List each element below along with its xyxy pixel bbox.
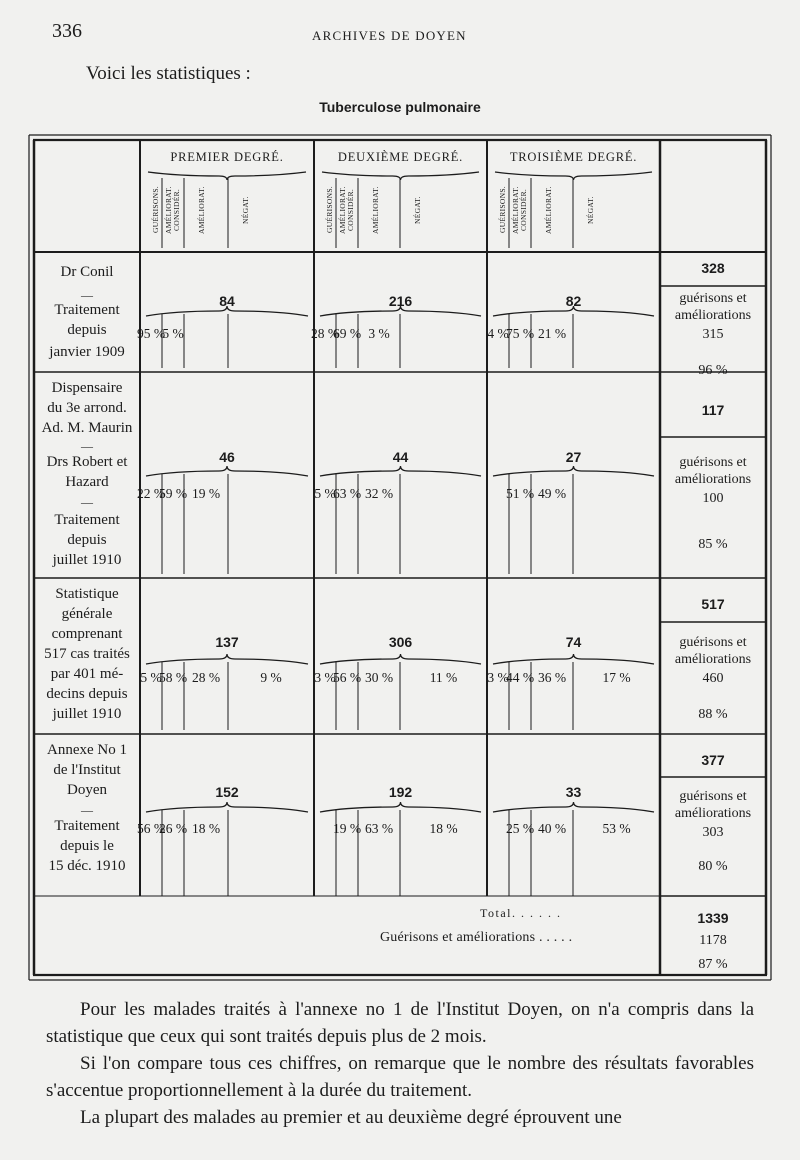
row-label: Dispensaire <box>51 380 123 396</box>
percent-cell: 56 % <box>136 821 166 836</box>
row-label: de l'Institut <box>53 762 121 778</box>
subheader-1: AMÉLIORAT. CONSIDÉR. <box>338 186 355 234</box>
row-label: par 401 mé- <box>50 666 124 682</box>
gueris-label: Guérisons et améliorations . . . . . <box>380 930 573 945</box>
percent-cell: 18 % <box>429 821 458 836</box>
degree-brace <box>146 802 308 812</box>
subheader-1: AMÉLIORAT. CONSIDÉR. <box>511 186 528 234</box>
degree-total: 44 <box>392 449 409 465</box>
row-label: du 3e arrond. <box>47 400 127 416</box>
percent-cell: 3 % <box>314 670 336 685</box>
degree-total: 306 <box>388 634 413 650</box>
percent-cell: 69 % <box>332 326 362 341</box>
row-label: Drs Robert et <box>46 454 128 470</box>
row-result-line: améliorations <box>674 806 752 821</box>
row-label: — <box>81 439 93 453</box>
row-percent: 80 % <box>698 859 728 874</box>
percent-cell: 36 % <box>537 670 567 685</box>
degree-brace <box>146 466 308 476</box>
row-result-line: améliorations <box>674 652 752 667</box>
degree-header: PREMIER DEGRÉ. <box>170 150 284 164</box>
percent-cell: 30 % <box>364 670 394 685</box>
row-results <box>663 454 763 507</box>
row-label: Doyen <box>67 782 107 798</box>
percent-cell: 18 % <box>191 821 221 836</box>
row-result-line: guérisons et <box>679 635 747 650</box>
row-label: Traitement <box>54 818 120 834</box>
degree-total: 27 <box>565 449 582 465</box>
paragraph-2: Si l'on compare tous ces chiffres, on remarque que le nombre des résultats favorables s'accentue proportionnellement à la durée du traitement. <box>46 1053 754 1101</box>
percent-cell: 51 % <box>505 486 535 501</box>
percent-cell: 26 % <box>158 821 188 836</box>
row-label: depuis le <box>60 838 114 854</box>
degree-total: 74 <box>565 634 582 650</box>
degree-total: 216 <box>388 293 413 309</box>
row-label: — <box>81 495 93 509</box>
row-label: juillet 1910 <box>52 706 122 722</box>
degree-total: 84 <box>219 293 235 309</box>
percent-cell: 21 % <box>537 326 567 341</box>
gueris-total: 1178 <box>699 933 727 948</box>
row-percent: 96 % <box>698 363 728 378</box>
row-label: Hazard <box>65 474 109 490</box>
degree-header: DEUXIÈME DEGRÉ. <box>337 150 464 164</box>
row-label: 15 déc. 1910 <box>48 858 126 874</box>
intro-line: Voici les statistiques : <box>86 63 251 84</box>
row-label: comprenant <box>51 626 123 642</box>
row-results <box>663 788 763 841</box>
percent-cell: 59 % <box>158 486 188 501</box>
total-label: Total. . . . . . <box>480 906 562 920</box>
percent-cell: 9 % <box>260 670 282 685</box>
row-label: juillet 1910 <box>52 552 122 568</box>
degree-total: 33 <box>565 784 582 800</box>
subheader-1: AMÉLIORAT. CONSIDÉR. <box>164 186 181 234</box>
percent-cell: 11 % <box>429 670 458 685</box>
row-result-line: 100 <box>702 491 724 506</box>
row-label: Statistique <box>55 586 119 602</box>
row-label: — <box>81 803 93 817</box>
percent-cell: 53 % <box>602 821 631 836</box>
row-label: générale <box>61 606 113 622</box>
row-label: Annexe No 1 <box>47 742 127 758</box>
percent-cell: 25 % <box>505 821 535 836</box>
subheader-2: AMÉLIORAT. <box>371 186 380 234</box>
page-number: 336 <box>52 20 82 42</box>
subheader-2: AMÉLIORAT. <box>544 186 553 234</box>
row-result-line: 315 <box>702 327 724 342</box>
paragraph-3: La plupart des malades au premier et au deuxième degré éprouvent une <box>80 1107 622 1128</box>
degree-total: 137 <box>215 634 239 650</box>
percent-cell: 5 % <box>140 670 162 685</box>
percent-cell: 3 % <box>487 670 509 685</box>
percent-cell: 28 % <box>191 670 221 685</box>
row-percent: 88 % <box>698 707 728 722</box>
percent-cell: 5 % <box>162 326 184 341</box>
gueris-percent: 87 % <box>698 957 728 972</box>
grand-total: 1339 <box>697 910 729 926</box>
row-label: Traitement <box>54 512 120 528</box>
subheader-3: NÉGAT. <box>586 196 595 224</box>
row-result-line: améliorations <box>674 308 752 323</box>
row-result-line: 460 <box>702 671 724 686</box>
row-label: — <box>81 288 93 302</box>
percent-cell: 28 % <box>310 326 340 341</box>
percent-cell: 5 % <box>314 486 336 501</box>
percent-cell: 19 % <box>191 486 221 501</box>
percent-cell: 3 % <box>368 326 390 341</box>
row-label: Traitement <box>54 302 120 318</box>
row-label: Ad. M. Maurin <box>41 420 133 436</box>
subheader-3: NÉGAT. <box>241 196 250 224</box>
subheader-0: GUÉRISONS. <box>151 186 160 234</box>
row-total: 328 <box>701 260 725 276</box>
percent-cell: 17 % <box>602 670 631 685</box>
row-result-line: guérisons et <box>679 789 747 804</box>
percent-cell: 56 % <box>332 670 362 685</box>
row-label: depuis <box>67 322 107 338</box>
paragraph-1: Pour les malades traités à l'annexe no 1 de l'Institut Doyen, on n'a compris dans la statistique que ceux qui sont traités depuis plus de 2 mois. <box>46 999 754 1047</box>
percent-cell: 22 % <box>136 486 166 501</box>
percent-cell: 75 % <box>505 326 535 341</box>
running-head: ARCHIVES DE DOYEN <box>312 28 467 43</box>
subheader-2: AMÉLIORAT. <box>197 186 206 234</box>
percent-cell: 63 % <box>332 486 362 501</box>
percent-cell: 49 % <box>537 486 567 501</box>
row-label: janvier 1909 <box>49 344 125 360</box>
row-total: 117 <box>701 402 725 418</box>
degree-brace <box>146 654 308 664</box>
row-label: decins depuis <box>46 686 128 702</box>
degree-total: 46 <box>219 449 235 465</box>
degree-total: 82 <box>565 293 582 309</box>
percent-cell: 40 % <box>537 821 567 836</box>
percent-cell: 95 % <box>136 326 166 341</box>
table-title: Tuberculose pulmonaire <box>319 99 481 115</box>
row-results <box>663 290 763 343</box>
row-total: 377 <box>701 752 725 768</box>
row-label: 517 cas traités <box>44 646 130 662</box>
row-results <box>663 634 763 687</box>
percent-cell: 4 % <box>487 326 509 341</box>
subheader-0: GUÉRISONS. <box>498 186 507 234</box>
row-percent: 85 % <box>698 537 728 552</box>
row-label: Dr Conil <box>60 264 114 280</box>
degree-total: 152 <box>215 784 239 800</box>
percent-cell: 32 % <box>364 486 394 501</box>
percent-cell: 58 % <box>158 670 188 685</box>
row-result-line: améliorations <box>674 472 752 487</box>
row-result-line: 303 <box>702 825 724 840</box>
subheader-3: NÉGAT. <box>413 196 422 224</box>
percent-cell: 19 % <box>332 821 362 836</box>
row-result-line: guérisons et <box>679 455 747 470</box>
row-total: 517 <box>701 596 725 612</box>
row-result-line: guérisons et <box>679 291 747 306</box>
subheader-0: GUÉRISONS. <box>325 186 334 234</box>
row-label: depuis <box>67 532 107 548</box>
percent-cell: 63 % <box>364 821 394 836</box>
degree-total: 192 <box>388 784 413 800</box>
percent-cell: 44 % <box>505 670 535 685</box>
degree-header: TROISIÈME DEGRÉ. <box>509 150 638 164</box>
